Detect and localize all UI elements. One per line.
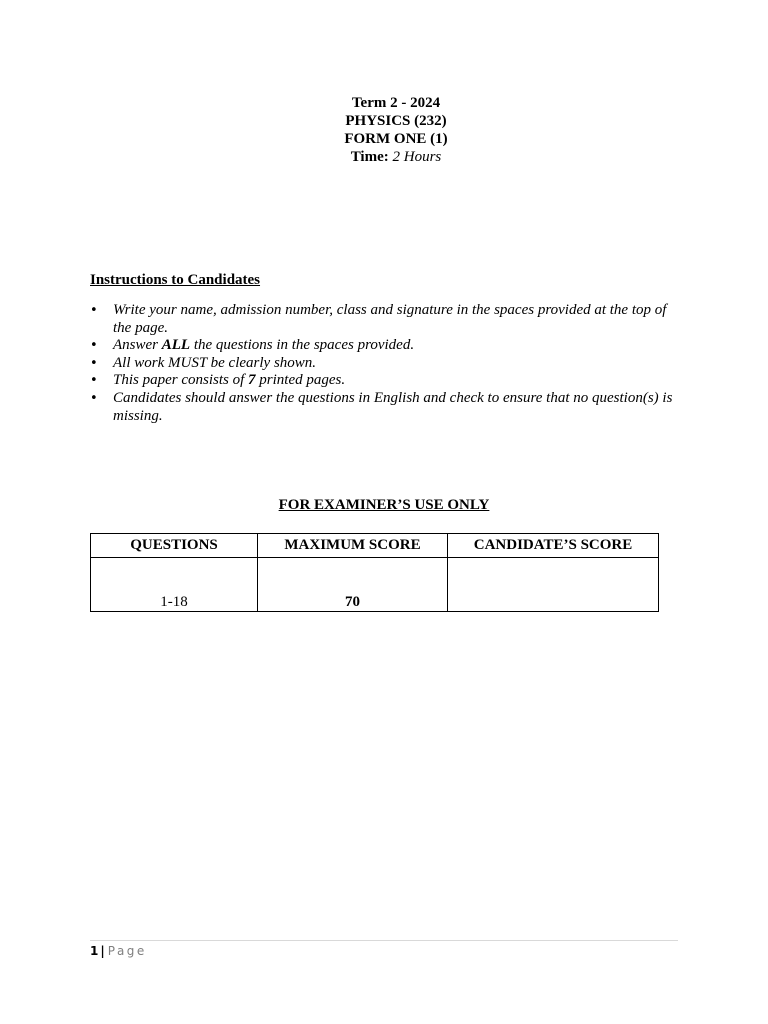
bullet-icon: • xyxy=(90,390,98,406)
column-header-questions: QUESTIONS xyxy=(91,534,258,558)
term-line: Term 2 - 2024 xyxy=(351,95,441,111)
table-header-row xyxy=(91,534,659,558)
max-score-cell: 70 xyxy=(258,558,448,612)
time-label: Time: xyxy=(350,149,389,165)
instruction-item: • All work MUST be clearly shown. xyxy=(90,354,317,371)
instruction-item: • Answer ALL the questions in the spaces provided. xyxy=(90,337,415,354)
instruction-item: • Write your name, admission number, class and signature in the spaces provided at the top of the page. xyxy=(90,302,667,336)
form-line: FORM ONE (1) xyxy=(344,131,448,147)
paper-header xyxy=(0,94,768,166)
bullet-icon: • xyxy=(90,338,98,354)
time-number: 2 xyxy=(392,149,401,165)
column-header-candidate-score: CANDIDATE’S SCORE xyxy=(448,534,659,558)
bullet-icon: • xyxy=(90,355,98,371)
page-label: Page xyxy=(107,944,147,958)
subject-line: PHYSICS (232) xyxy=(345,113,447,129)
instructions-title: Instructions to Candidates xyxy=(90,272,261,288)
page-footer xyxy=(90,943,147,959)
questions-cell: 1-18 xyxy=(91,558,258,612)
bullet-icon: • xyxy=(90,373,98,389)
footer-divider xyxy=(90,940,678,941)
instructions-list xyxy=(90,302,680,425)
examiner-title: FOR EXAMINER’S USE ONLY xyxy=(278,497,490,513)
page-number: 1 xyxy=(90,944,99,958)
time-unit: Hours xyxy=(403,149,442,165)
instruction-item: • This paper consists of 7 printed pages. xyxy=(90,372,346,389)
score-table xyxy=(90,533,659,612)
instruction-item: • Candidates should answer the questions in English and check to ensure that no question(s) is missing. xyxy=(90,389,673,424)
bullet-icon: • xyxy=(90,303,98,318)
footer-separator: | xyxy=(100,944,105,958)
time-line xyxy=(0,148,768,166)
candidate-score-cell xyxy=(448,558,659,612)
column-header-maximum-score: MAXIMUM SCORE xyxy=(258,534,448,558)
table-row xyxy=(91,558,659,612)
